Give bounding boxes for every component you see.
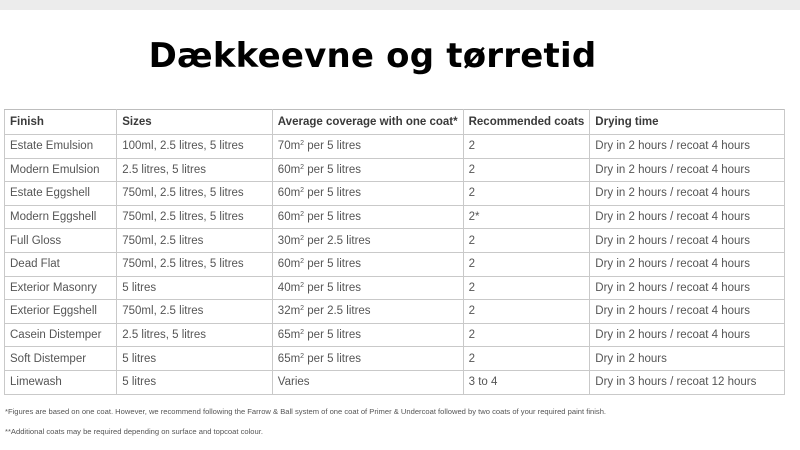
cell-drying-time: Dry in 2 hours / recoat 4 hours	[590, 252, 785, 276]
cell-drying-time: Dry in 2 hours / recoat 4 hours	[590, 300, 785, 324]
table-row	[5, 300, 785, 324]
header-coats: Recommended coats	[463, 110, 590, 135]
top-bar	[0, 0, 800, 10]
coverage-value: Varies	[277, 376, 310, 389]
coverage-per: per 5 litres	[304, 140, 361, 153]
table-row	[5, 252, 785, 276]
cell-sizes: 5 litres	[117, 347, 273, 371]
cell-sizes: 750ml, 2.5 litres	[117, 229, 273, 253]
cell-coverage	[272, 205, 463, 229]
coverage-unit-exponent: 2	[300, 163, 305, 171]
coverage-value: 60m	[277, 211, 301, 224]
header-finish: Finish	[5, 110, 117, 135]
cell-drying-time: Dry in 2 hours / recoat 4 hours	[590, 229, 785, 253]
coverage-per: per 5 litres	[304, 329, 361, 342]
coverage-unit-exponent: 2	[300, 329, 305, 337]
cell-coverage	[272, 323, 463, 347]
coverage-per: per 5 litres	[304, 211, 361, 224]
cell-coverage	[272, 347, 463, 371]
coverage-value: 60m	[277, 258, 301, 271]
cell-coats: 2	[463, 323, 590, 347]
cell-finish: Full Gloss	[5, 229, 117, 253]
coverage-value: 40m	[277, 281, 301, 294]
cell-drying-time: Dry in 2 hours / recoat 4 hours	[590, 182, 785, 206]
finishes-table	[4, 109, 785, 395]
cell-sizes: 5 litres	[117, 370, 273, 394]
table-header-row	[5, 110, 785, 135]
cell-finish: Estate Emulsion	[5, 135, 117, 159]
cell-sizes: 100ml, 2.5 litres, 5 litres	[117, 135, 273, 159]
coverage-per: per 2.5 litres	[304, 305, 371, 318]
coverage-per: per 5 litres	[304, 163, 361, 176]
coverage-unit-exponent: 2	[300, 234, 305, 242]
cell-coverage	[272, 158, 463, 182]
cell-drying-time: Dry in 2 hours / recoat 4 hours	[590, 135, 785, 159]
cell-finish: Modern Eggshell	[5, 205, 117, 229]
table-row	[5, 323, 785, 347]
cell-finish: Limewash	[5, 370, 117, 394]
cell-finish: Modern Emulsion	[5, 158, 117, 182]
cell-coats: 2	[463, 347, 590, 371]
coverage-value: 65m	[277, 329, 301, 342]
coverage-unit-exponent: 2	[300, 211, 305, 219]
cell-finish: Exterior Masonry	[5, 276, 117, 300]
cell-finish: Casein Distemper	[5, 323, 117, 347]
cell-drying-time: Dry in 2 hours / recoat 4 hours	[590, 205, 785, 229]
cell-drying-time: Dry in 2 hours / recoat 4 hours	[590, 158, 785, 182]
cell-coats: 2	[463, 300, 590, 324]
cell-coats: 2	[463, 276, 590, 300]
coverage-value: 70m	[277, 140, 301, 153]
cell-finish: Dead Flat	[5, 252, 117, 276]
header-coverage: Average coverage with one coat*	[272, 110, 463, 135]
cell-sizes: 750ml, 2.5 litres	[117, 300, 273, 324]
cell-coverage	[272, 370, 463, 394]
footnotes	[5, 407, 606, 447]
cell-coverage	[272, 182, 463, 206]
cell-coverage	[272, 252, 463, 276]
table-row	[5, 182, 785, 206]
cell-finish: Soft Distemper	[5, 347, 117, 371]
table-row	[5, 276, 785, 300]
footnote-2: **Additional coats may be required depending on surface and topcoat colour.	[5, 427, 263, 436]
cell-coverage	[272, 276, 463, 300]
cell-coverage	[272, 135, 463, 159]
coverage-unit-exponent: 2	[300, 258, 305, 266]
coverage-value: 32m	[277, 305, 301, 318]
cell-finish: Estate Eggshell	[5, 182, 117, 206]
table-row	[5, 229, 785, 253]
cell-coats: 2	[463, 135, 590, 159]
cell-drying-time: Dry in 2 hours / recoat 4 hours	[590, 276, 785, 300]
header-drying-time: Drying time	[590, 110, 785, 135]
cell-drying-time: Dry in 2 hours	[590, 347, 785, 371]
cell-coats: 2	[463, 229, 590, 253]
cell-coats: 2*	[463, 205, 590, 229]
page-title: Dækkeevne og tørretid	[148, 36, 597, 76]
coverage-value: 30m	[277, 234, 301, 247]
table-row	[5, 205, 785, 229]
coverage-unit-exponent: 2	[300, 352, 305, 360]
cell-coverage	[272, 300, 463, 324]
table-row	[5, 158, 785, 182]
coverage-value: 65m	[277, 352, 301, 365]
header-sizes: Sizes	[117, 110, 273, 135]
coverage-unit-exponent: 2	[300, 305, 305, 313]
cell-sizes: 750ml, 2.5 litres, 5 litres	[117, 182, 273, 206]
cell-sizes: 750ml, 2.5 litres, 5 litres	[117, 205, 273, 229]
cell-drying-time: Dry in 2 hours / recoat 4 hours	[590, 323, 785, 347]
table-row	[5, 370, 785, 394]
coverage-value: 60m	[277, 187, 301, 200]
coverage-value: 60m	[277, 163, 301, 176]
cell-finish: Exterior Eggshell	[5, 300, 117, 324]
coverage-unit-exponent: 2	[300, 140, 305, 148]
coverage-unit-exponent: 2	[300, 281, 305, 289]
cell-sizes: 750ml, 2.5 litres, 5 litres	[117, 252, 273, 276]
coverage-per: per 2.5 litres	[304, 234, 371, 247]
cell-sizes: 2.5 litres, 5 litres	[117, 158, 273, 182]
table-body	[5, 135, 785, 395]
cell-sizes: 5 litres	[117, 276, 273, 300]
cell-coats: 2	[463, 158, 590, 182]
coverage-per: per 5 litres	[304, 352, 361, 365]
table-row	[5, 347, 785, 371]
cell-drying-time: Dry in 3 hours / recoat 12 hours	[590, 370, 785, 394]
cell-coverage	[272, 229, 463, 253]
table-row	[5, 135, 785, 159]
coverage-unit-exponent: 2	[300, 187, 305, 195]
cell-coats: 3 to 4	[463, 370, 590, 394]
coverage-per: per 5 litres	[304, 187, 361, 200]
coverage-per: per 5 litres	[304, 281, 361, 294]
coverage-per: per 5 litres	[304, 258, 361, 271]
footnote-1: *Figures are based on one coat. However, we recommend following the Farrow & Ball system of one coat of Primer & Undercoat followed by two coats of your required paint finish.	[5, 407, 607, 416]
cell-coats: 2	[463, 252, 590, 276]
cell-coats: 2	[463, 182, 590, 206]
cell-sizes: 2.5 litres, 5 litres	[117, 323, 273, 347]
